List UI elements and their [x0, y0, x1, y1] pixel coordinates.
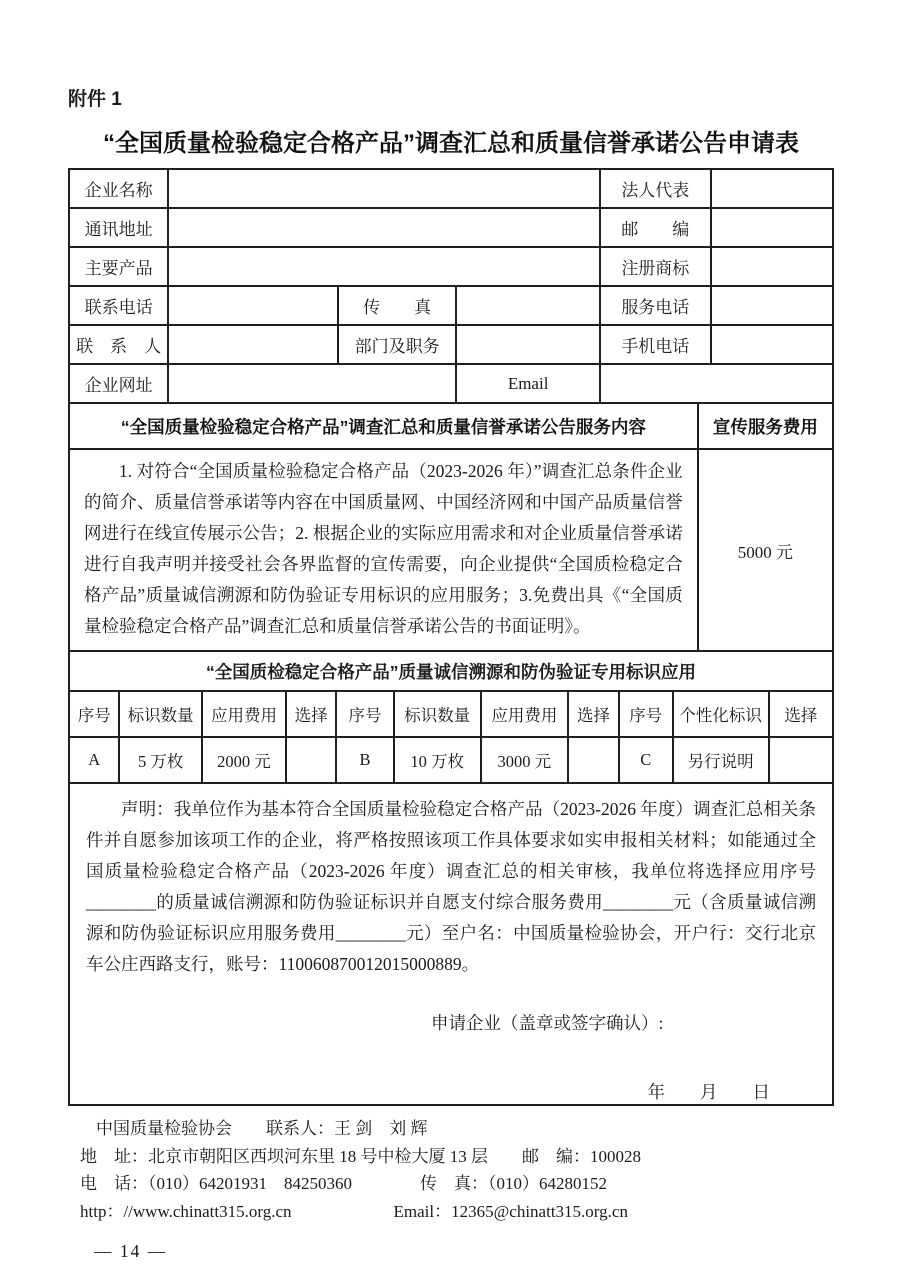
declaration-table [68, 782, 834, 1106]
email-value-cell [600, 364, 833, 403]
table-row [69, 737, 833, 783]
option-a-fee: 2000 元 [202, 737, 286, 783]
mobile-label: 手机电话 [600, 325, 711, 364]
table-row [69, 449, 833, 651]
table-row [69, 783, 833, 1105]
table-row [69, 325, 833, 364]
col-header-fee-2: 应用费用 [481, 691, 568, 737]
option-b-qty: 10 万枚 [394, 737, 481, 783]
attachment-label: 附件 1 [68, 89, 122, 110]
legal-rep-label: 法人代表 [600, 169, 711, 208]
service-fee-header: 宣传服务费用 [698, 403, 833, 449]
phone-value-cell [168, 286, 338, 325]
option-b-select-cell [568, 737, 619, 783]
service-phone-value-cell [711, 286, 833, 325]
footer-contact-block [68, 1115, 834, 1225]
col-header-select-2: 选择 [568, 691, 619, 737]
table-row [69, 651, 833, 691]
contact-person-value-cell [168, 325, 338, 364]
col-header-select-1: 选择 [286, 691, 336, 737]
phone-label: 联系电话 [69, 286, 168, 325]
declaration-text: 声明：我单位作为基本符合全国质量检验稳定合格产品（2023-2026 年度）调查汇总相关条件并自愿参加该项工作的企业，将严格按照该项工作具体要求如实申报相关材料；如能通过全国质量检验稳定合格产品（2023-2026 年度）调查汇总的相关审核，我单位将选择应用序号________的质量诚信溯源和防伪验证标识并自愿支付综合服务费用________元（含质量诚信溯源和防伪验证标识应用服务费用________元）至户名：中国质量检验协会，开户行：交行北京车公庄西路支行，账号：110060870012015000889。 [86, 799, 816, 974]
email-label: Email [456, 364, 600, 403]
trademark-label: 注册商标 [600, 247, 711, 286]
trademark-value-cell [711, 247, 833, 286]
col-header-qty-2: 标识数量 [394, 691, 481, 737]
table-row [69, 169, 833, 208]
col-header-fee-1: 应用费用 [202, 691, 286, 737]
option-c-select-cell [769, 737, 833, 783]
website-value-cell [168, 364, 456, 403]
footer-association-line: 中国质量检验协会 联系人：王 剑 刘 辉 [96, 1119, 428, 1138]
service-content-header: “全国质量检验稳定合格产品”调查汇总和质量信誉承诺公告服务内容 [69, 403, 698, 449]
postcode-value-cell [711, 208, 833, 247]
label-section-title: “全国质检稳定合格产品”质量诚信溯源和防伪验证专用标识应用 [69, 651, 833, 691]
table-row [69, 286, 833, 325]
footer-web-email-line: http：//www.chinatt315.org.cn Email：12365@chinatt315.org.cn [80, 1201, 628, 1221]
fax-label: 传 真 [338, 286, 456, 325]
option-a-select-cell [286, 737, 336, 783]
col-header-qty-1: 标识数量 [119, 691, 202, 737]
option-b-fee: 3000 元 [481, 737, 568, 783]
service-content-table [68, 402, 834, 652]
col-header-seq-3: 序号 [619, 691, 672, 737]
option-b-seq: B [336, 737, 393, 783]
company-name-label: 企业名称 [69, 169, 168, 208]
contact-person-label: 联 系 人 [69, 325, 168, 364]
service-content-text: 1. 对符合“全国质量检验稳定合格产品（2023-2026 年）”调查汇总条件企业的简介、质量信誉承诺等内容在中国质量网、中国经济网和中国产品质量信誉网进行在线宣传展示公告；2. 根据企业的实际应用需求和对企业质量信誉承诺进行自我声明并接受社会各界监督的宣传需要，向企业提供“全国质检稳定合格产品”质量诚信溯源和防伪验证专用标识的应用服务；3.免费出具《“全国质量检验稳定合格产品”调查汇总和质量信誉承诺公告的书面证明》。 [84, 461, 683, 636]
postcode-label: 邮 编 [600, 208, 711, 247]
fax-value-cell [456, 286, 600, 325]
table-row [69, 364, 833, 403]
table-row [69, 403, 833, 449]
signature-label: 申请企业（盖章或签字确认）: [431, 1013, 664, 1033]
page-number: — 14 — [94, 1241, 168, 1261]
address-label: 通讯地址 [69, 208, 168, 247]
label-application-table [68, 650, 834, 784]
declaration-cell [69, 783, 833, 1105]
main-products-value-cell [168, 247, 600, 286]
company-name-value-cell [168, 169, 600, 208]
page-title: “全国质量检验稳定合格产品”调查汇总和质量信誉承诺公告申请表 [103, 130, 799, 157]
mobile-value-cell [711, 325, 833, 364]
service-phone-label: 服务电话 [600, 286, 711, 325]
option-c-custom: 另行说明 [673, 737, 769, 783]
service-fee-value: 5000 元 [698, 449, 833, 651]
option-a-qty: 5 万枚 [119, 737, 202, 783]
table-row [69, 208, 833, 247]
col-header-seq-2: 序号 [336, 691, 393, 737]
address-value-cell [168, 208, 600, 247]
option-a-seq: A [69, 737, 119, 783]
table-header-row [69, 691, 833, 737]
website-label: 企业网址 [69, 364, 168, 403]
service-content-cell [69, 449, 698, 651]
date-label: 年 月 日 [647, 1082, 770, 1102]
table-row [69, 247, 833, 286]
legal-rep-value-cell [711, 169, 833, 208]
main-products-label: 主要产品 [69, 247, 168, 286]
company-info-table [68, 168, 834, 404]
department-label: 部门及职务 [338, 325, 456, 364]
col-header-custom: 个性化标识 [673, 691, 769, 737]
footer-phone-line: 电 话：（010）64201931 84250360 传 真：（010）64280152 [80, 1174, 607, 1193]
col-header-select-3: 选择 [769, 691, 833, 737]
option-c-seq: C [619, 737, 672, 783]
department-value-cell [456, 325, 600, 364]
footer-address-line: 地 址：北京市朝阳区西坝河东里 18 号中检大厦 13 层 邮 编：100028 [80, 1146, 641, 1166]
col-header-seq-1: 序号 [69, 691, 119, 737]
